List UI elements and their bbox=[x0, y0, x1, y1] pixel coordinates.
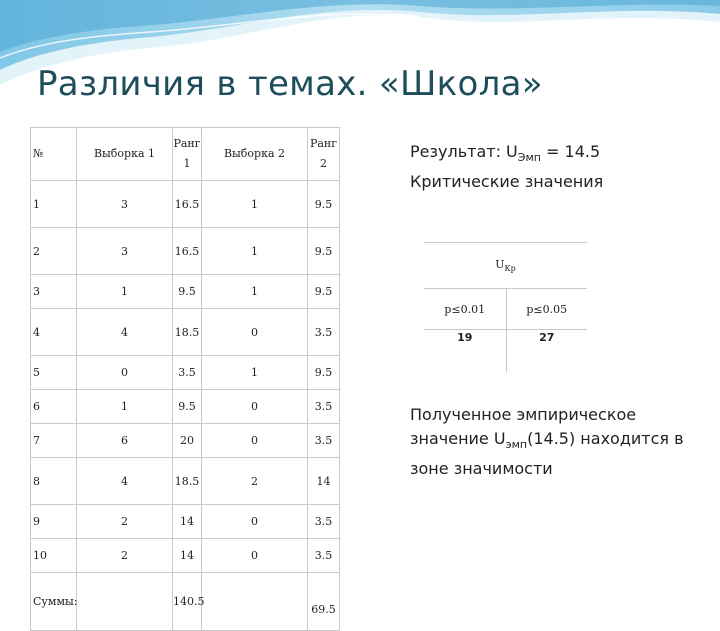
table-cell: 8 bbox=[31, 458, 77, 505]
sum-label: Суммы: bbox=[31, 573, 77, 631]
table-cell bbox=[77, 573, 173, 631]
table-cell: 9.5 bbox=[308, 356, 340, 390]
result-value: = 14.5 bbox=[540, 142, 601, 161]
table-cell: 3 bbox=[77, 228, 173, 275]
table-cell: 9.5 bbox=[308, 228, 340, 275]
table-cell: 0 bbox=[202, 539, 308, 573]
table-cell: 6 bbox=[77, 424, 173, 458]
conclusion-part-1: Полученное эмпирическое значение U bbox=[410, 405, 637, 448]
table-cell: 0 bbox=[202, 390, 308, 424]
rank-table bbox=[30, 127, 340, 631]
table-header-row bbox=[31, 128, 340, 181]
table-cell: 9 bbox=[31, 505, 77, 539]
header-number: № bbox=[31, 128, 77, 181]
table-cell: 9.5 bbox=[173, 390, 202, 424]
table-cell: 4 bbox=[77, 309, 173, 356]
header-rank-2: Ранг 2 bbox=[308, 128, 340, 181]
header-sample-1: Выборка 1 bbox=[77, 128, 173, 181]
table-row bbox=[31, 309, 340, 356]
table-cell: 6 bbox=[31, 390, 77, 424]
critical-header-row bbox=[424, 243, 587, 289]
table-row bbox=[31, 458, 340, 505]
table-cell: 0 bbox=[77, 356, 173, 390]
table-row bbox=[31, 275, 340, 309]
critical-values-table bbox=[424, 242, 587, 372]
table-row bbox=[31, 390, 340, 424]
header-sample-2: Выборка 2 bbox=[202, 128, 308, 181]
p-level-001: p≤0.01 bbox=[424, 289, 506, 330]
p-level-row bbox=[424, 289, 587, 330]
result-line bbox=[410, 140, 603, 170]
table-cell: 16.5 bbox=[173, 228, 202, 275]
result-prefix: Результат: U bbox=[410, 142, 518, 161]
table-cell: 2 bbox=[77, 505, 173, 539]
table-row bbox=[31, 424, 340, 458]
critical-header-sub: Кр bbox=[504, 264, 516, 273]
table-cell: 3.5 bbox=[308, 309, 340, 356]
table-cell: 1 bbox=[202, 356, 308, 390]
table-cell: 4 bbox=[31, 309, 77, 356]
table-cell: 3.5 bbox=[308, 505, 340, 539]
critical-header bbox=[424, 243, 587, 289]
table-cell: 14 bbox=[308, 458, 340, 505]
critical-value-row bbox=[424, 330, 587, 372]
table-cell: 0 bbox=[202, 424, 308, 458]
critical-value-001: 19 bbox=[424, 330, 506, 372]
table-cell: 18.5 bbox=[173, 458, 202, 505]
table-cell: 16.5 bbox=[173, 181, 202, 228]
table-cell: 2 bbox=[77, 539, 173, 573]
table-cell: 1 bbox=[31, 181, 77, 228]
table-row bbox=[31, 505, 340, 539]
table-cell: 3 bbox=[77, 181, 173, 228]
table-cell: 7 bbox=[31, 424, 77, 458]
table-cell: 4 bbox=[77, 458, 173, 505]
table-cell: 20 bbox=[173, 424, 202, 458]
table-cell: 5 bbox=[31, 356, 77, 390]
header-rank-1: Ранг 1 bbox=[173, 128, 202, 181]
table-cell: 1 bbox=[202, 228, 308, 275]
p-level-005: p≤0.05 bbox=[506, 289, 587, 330]
table-cell: 9.5 bbox=[308, 275, 340, 309]
table-cell: 0 bbox=[202, 505, 308, 539]
table-cell: 9.5 bbox=[308, 181, 340, 228]
table-cell: 1 bbox=[77, 275, 173, 309]
table-cell: 18.5 bbox=[173, 309, 202, 356]
sum-rank-1: 140.5 bbox=[173, 573, 202, 631]
table-cell: 2 bbox=[202, 458, 308, 505]
table-row bbox=[31, 228, 340, 275]
conclusion-text bbox=[410, 403, 700, 481]
table-cell: 3 bbox=[31, 275, 77, 309]
table-cell: 14 bbox=[173, 505, 202, 539]
critical-value-005: 27 bbox=[506, 330, 587, 372]
sum-rank-2: 69.5 bbox=[308, 573, 340, 631]
table-row bbox=[31, 539, 340, 573]
table-cell: 3.5 bbox=[308, 424, 340, 458]
table-cell: 1 bbox=[77, 390, 173, 424]
table-cell: 3.5 bbox=[173, 356, 202, 390]
page-title: Различия в темах. «Школа» bbox=[37, 64, 543, 104]
table-cell: 0 bbox=[202, 309, 308, 356]
conclusion-part-2: (14.5) находится в зоне значимости bbox=[410, 429, 684, 479]
table-cell: 9.5 bbox=[173, 275, 202, 309]
conclusion-subscript: эмп bbox=[505, 438, 528, 452]
table-cell: 14 bbox=[173, 539, 202, 573]
table-sum-row bbox=[31, 573, 340, 631]
table-row bbox=[31, 356, 340, 390]
critical-values-label: Критические значения bbox=[410, 172, 604, 192]
table-cell: 10 bbox=[31, 539, 77, 573]
table-row bbox=[31, 181, 340, 228]
table-cell: 3.5 bbox=[308, 390, 340, 424]
table-cell: 1 bbox=[202, 275, 308, 309]
table-cell: 3.5 bbox=[308, 539, 340, 573]
result-block bbox=[410, 140, 603, 194]
table-cell bbox=[202, 573, 308, 631]
result-subscript: Эмп bbox=[517, 151, 541, 165]
table-cell: 2 bbox=[31, 228, 77, 275]
table-cell: 1 bbox=[202, 181, 308, 228]
critical-header-main: U bbox=[495, 258, 505, 271]
